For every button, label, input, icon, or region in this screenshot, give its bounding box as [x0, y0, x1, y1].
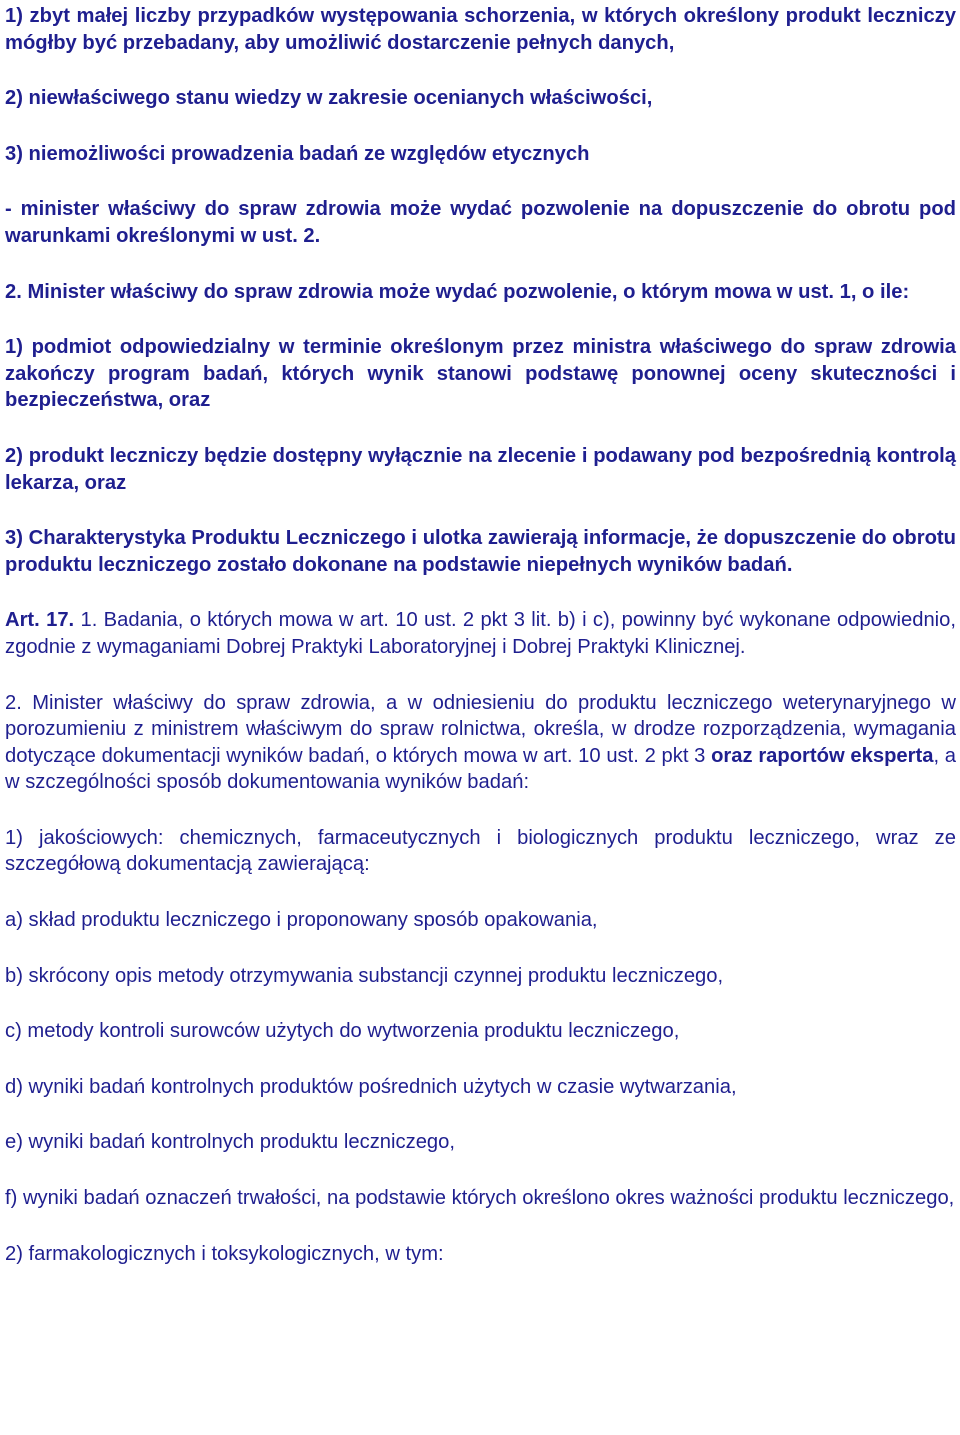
section-2-bold-phrase: oraz raportów eksperta	[711, 744, 934, 767]
requirement-item-2: 2) produkt leczniczy będzie dostępny wyłącznie na zlecenie i podawany pod bezpośrednią kontrolą lekarza, oraz	[5, 444, 956, 494]
requirement-item-1: 1) podmiot odpowiedzialny w terminie określonym przez ministra właściwego do spraw zdrowia zakończy program badań, których wynik stanowi podstawę ponownej oceny skuteczności i bezpieczeństwa, oraz	[5, 336, 956, 412]
section-2-text-after: , a w szczególności sposób dokumentowania wyników badań:	[5, 744, 956, 794]
article-17-section-2	[5, 690, 956, 796]
section-2-intro: 2. Minister właściwy do spraw zdrowia może wydać pozwolenie, o którym mowa w ust. 1, o ile:	[5, 280, 910, 303]
article-17-label: Art. 17.	[5, 609, 75, 632]
subitem-b: b) skrócony opis metody otrzymywania substancji czynnej produktu leczniczego,	[5, 964, 724, 987]
article-17-text: 1. Badania, o których mowa w art. 10 ust. 2 pkt 3 lit. b) i c), powinny być wykonane odpowiednio, zgodnie z wymaganiami Dobrej Praktyki Laboratoryjnej i Dobrej Praktyki Klinicznej.	[5, 609, 956, 658]
article-17-paragraph	[5, 607, 956, 660]
minister-permit-clause: - minister właściwy do spraw zdrowia może wydać pozwolenie na dopuszczenie do obrotu pod warunkami określonymi w ust. 2.	[5, 198, 956, 247]
document-page	[5, 3, 956, 1267]
section-2-text-before: 2. Minister właściwy do spraw zdrowia, a w odniesieniu do produktu leczniczego weterynaryjnego w porozumieniu z ministrem właściwym do spraw rolnictwa, określa, w drodze rozporządzenia, wymagania dotyczące dokumentacji wyników badań, o których mowa w art. 10 ust. 2 pkt 3	[5, 691, 956, 767]
condition-item-1: 1) zbyt małej liczby przypadków występowania schorzenia, w których określony produkt leczniczy mógłby być przebadany, aby umożliwić dostarczenie pełnych danych,	[5, 5, 956, 54]
subitem-a: a) skład produktu leczniczego i proponowany sposób opakowania,	[5, 909, 598, 932]
subitem-e: e) wyniki badań kontrolnych produktu leczniczego,	[5, 1131, 455, 1154]
condition-item-2: 2) niewłaściwego stanu wiedzy w zakresie ocenianych właściwości,	[5, 87, 653, 110]
requirement-item-3: 3) Charakterystyka Produktu Leczniczego i ulotka zawierają informacje, że dopuszczenie do obrotu produktu leczniczego zostało dokonane na podstawie niepełnych wyników badań.	[5, 527, 956, 576]
subitem-d: d) wyniki badań kontrolnych produktów pośrednich użytych w czasie wytwarzania,	[5, 1075, 737, 1098]
qualitative-item: 1) jakościowych: chemicznych, farmaceutycznych i biologicznych produktu leczniczego, wraz ze szczegółową dokumentacją zawierającą:	[5, 826, 956, 876]
subitem-c: c) metody kontroli surowców użytych do wytworzenia produktu leczniczego,	[5, 1020, 680, 1043]
subitem-f: f) wyniki badań oznaczeń trwałości, na podstawie których określono okres ważności produktu leczniczego,	[5, 1187, 955, 1210]
pharmacological-item: 2) farmakologicznych i toksykologicznych, w tym:	[5, 1242, 444, 1265]
condition-item-3: 3) niemożliwości prowadzenia badań ze względów etycznych	[5, 142, 590, 165]
